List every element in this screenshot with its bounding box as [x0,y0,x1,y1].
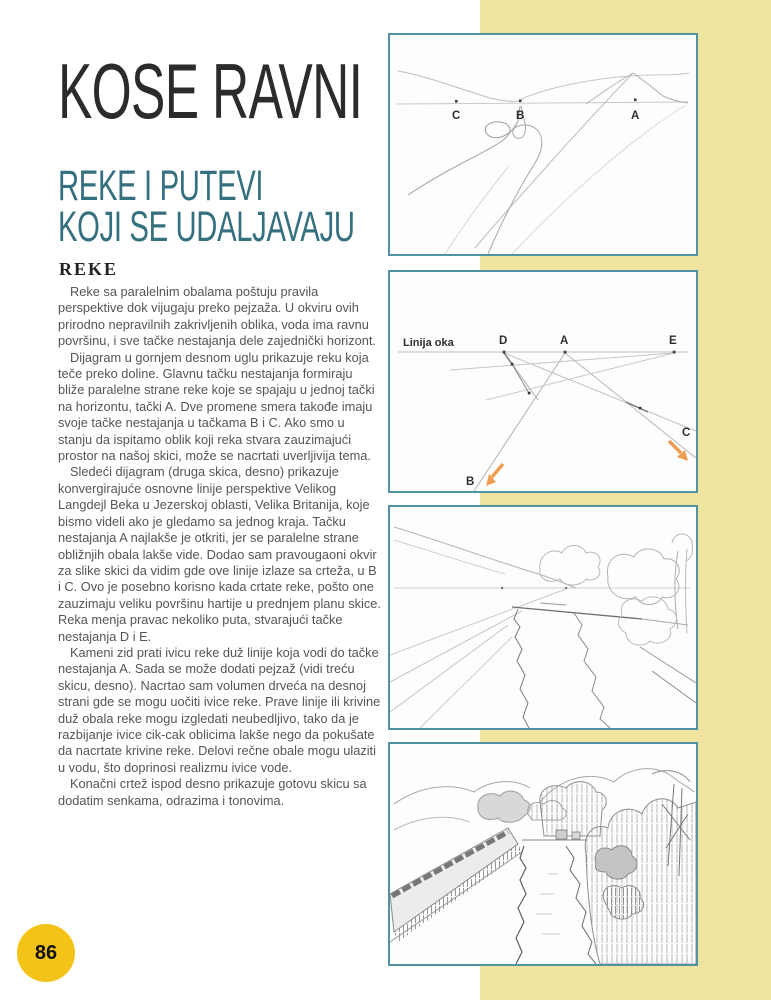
section-heading: REKE [59,259,119,279]
point-c-label: C [452,110,461,122]
paragraph-stone-wall: Kameni zid prati ivicu reke duž linije koja vodi do tačke nestajanja A. Sada se može dodati pejzaž (vidi treću skicu, desno). Nacrtao sam volumen drveća na desnoj strani gde se mogu uočiti ivice reke. Prave linije ili krivine duž obala reke mogu izgledati neubedljivo, tako da je razbijanje ivice cik-cak oblicima lakše nego da pokušate da nacrtate krivine reke. Delovi rečne obale mogu ulaziti u vodu, što doprinosi realizmu ivice vode. [58,644,381,775]
paragraph-rivers-intro: Reke sa paralelnim obalama poštuju pravila perspektive dok vijugaju preko pejzaža. U okviru ovih prirodno nepravilnih zakrivljenih oblika, voda ima ravnu površinu, i sve tačke nestajanja dele zajednički horizont. [58,284,376,349]
finished-river-sketch [390,744,696,964]
point-d-label: D [499,335,508,347]
body-text [58,284,382,809]
point-b-label: B [516,110,525,122]
arrow-toward-b-icon [486,464,503,486]
page-subtitle [58,162,355,251]
paragraph-top-diagram: Dijagram u gornjem desnom uglu prikazuje reku koja teče preko doline. Glavnu tačku nestajanja formiraju bliže paralelne strane reke koje se spajaju u jednoj tački na horizontu, tački A. Dve promene smera takođe imaju svoje tačke nestajanja u tačkama B i C. Ako smo u stanju da ispitamo oblik koji reka stvara zauzimajući prostor na našoj skici, može se nacrtati uverljivija tema. [58,349,375,464]
figure-outline-sketch [388,505,698,730]
point-b2-label: B [466,476,475,488]
point-e-label: E [669,335,677,347]
page-number: 86 [34,941,58,964]
page-subtitle-line2: KOJI SE UDALJAVAJU [58,203,355,251]
page-subtitle-line1: REKE I PUTEVI [58,162,264,210]
page-title: KOSE RAVNI [58,47,363,135]
outline-landscape-sketch [390,507,696,728]
river-sketch-diagram [390,35,696,254]
eye-line-label: Linija oka [403,337,454,349]
figure-finished-sketch [388,742,698,966]
eyeline-perspective-diagram [390,272,696,491]
point-a2-label: A [560,335,569,347]
page-number-badge [17,924,75,982]
paragraph-final-drawing: Konačni crtež ispod desno prikazuje gotovu skicu sa dodatim senkama, odrazima i tonovima. [58,776,367,808]
point-a-label: A [631,110,640,122]
paragraph-second-diagram: Sledeći dijagram (druga skica, desno) prikazuje konvergirajuće osnovne linije perspektive Velikog Langdejl Beka u Jezerskoj oblasti, Velika Britanija, koje bismo videli ako je gledamo sa jednog kraja. Tačku nestajanja A najlakše je otkriti, jer se paralelne strane obližnjih obala lakše vide. Dodao sam pravougaoni okvir za slike skici da vidim gde ove linije izlaze sa crteža, u B i C. Ovo je posebno korisno kada crtate reke, pošto one zauzimaju veliku površinu hartije u prednjem planu skice. Reka menja pravac nekoliko puta, stvarajući tačke nestajanja D i E. [58,464,381,644]
point-c2-label: C [682,427,691,439]
figure-eyeline-diagram [388,270,698,493]
figure-river-vanishing-points [388,33,698,256]
